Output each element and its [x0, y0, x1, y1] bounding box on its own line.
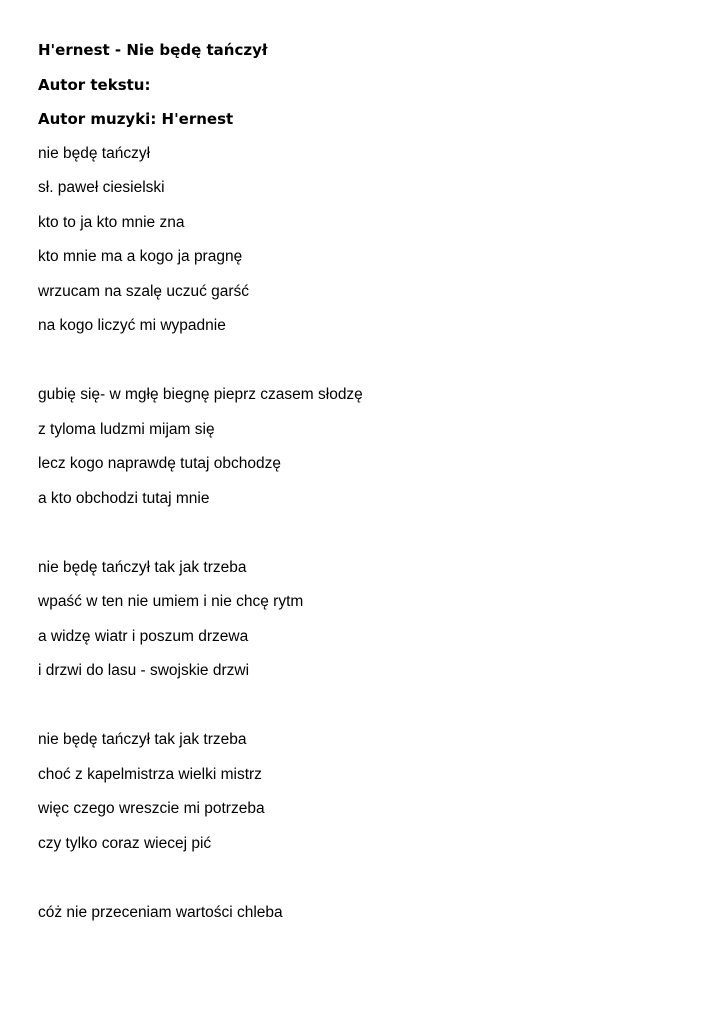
lyric-line: choć z kapelmistrza wielki mistrz — [38, 765, 262, 783]
lyric-line: nie będę tańczył tak jak trzeba — [38, 558, 247, 576]
lyric-line: sł. paweł ciesielski — [38, 179, 165, 196]
lyric-line: kto to ja kto mnie zna — [38, 213, 185, 231]
lyric-line: a kto obchodzi tutaj mnie — [38, 489, 210, 507]
lyric-line: gubię się- w mgłę biegnę pieprz czasem słodzę — [38, 386, 363, 403]
lyric-line: cóż nie przeceniam wartości chleba — [38, 903, 283, 921]
lyric-line: nie będę tańczył — [38, 144, 151, 162]
lyric-line: więc czego wreszcie mi potrzeba — [38, 800, 265, 817]
lyric-line: na kogo liczyć mi wypadnie — [38, 317, 226, 334]
lyric-line: wpaść w ten nie umiem i nie chcę rytm — [38, 593, 304, 610]
lyric-line: czy tylko coraz wiecej pić — [38, 834, 212, 852]
lyric-line: z tyloma ludzmi mijam się — [38, 420, 215, 438]
blank-line — [38, 522, 698, 557]
lyric-line: lecz kogo naprawdę tutaj obchodzę — [38, 455, 281, 472]
song-title: H'ernest - Nie będę tańczył — [38, 41, 268, 59]
lyric-line: wrzucam na szalę uczuć garść — [38, 282, 250, 300]
blank-line — [38, 350, 698, 385]
lyric-line: nie będę tańczył tak jak trzeba — [38, 731, 247, 748]
blank-line — [38, 695, 698, 730]
lyric-line: kto mnie ma a kogo ja pragnę — [38, 248, 243, 265]
lyric-line: a widzę wiatr i poszum drzewa — [38, 627, 249, 645]
music-author: Autor muzyki: H'ernest — [38, 110, 234, 128]
blank-line — [38, 867, 698, 902]
lyric-line: i drzwi do lasu - swojskie drzwi — [38, 662, 250, 679]
document-page — [38, 39, 698, 936]
lyrics-author: Autor tekstu: — [38, 75, 151, 94]
